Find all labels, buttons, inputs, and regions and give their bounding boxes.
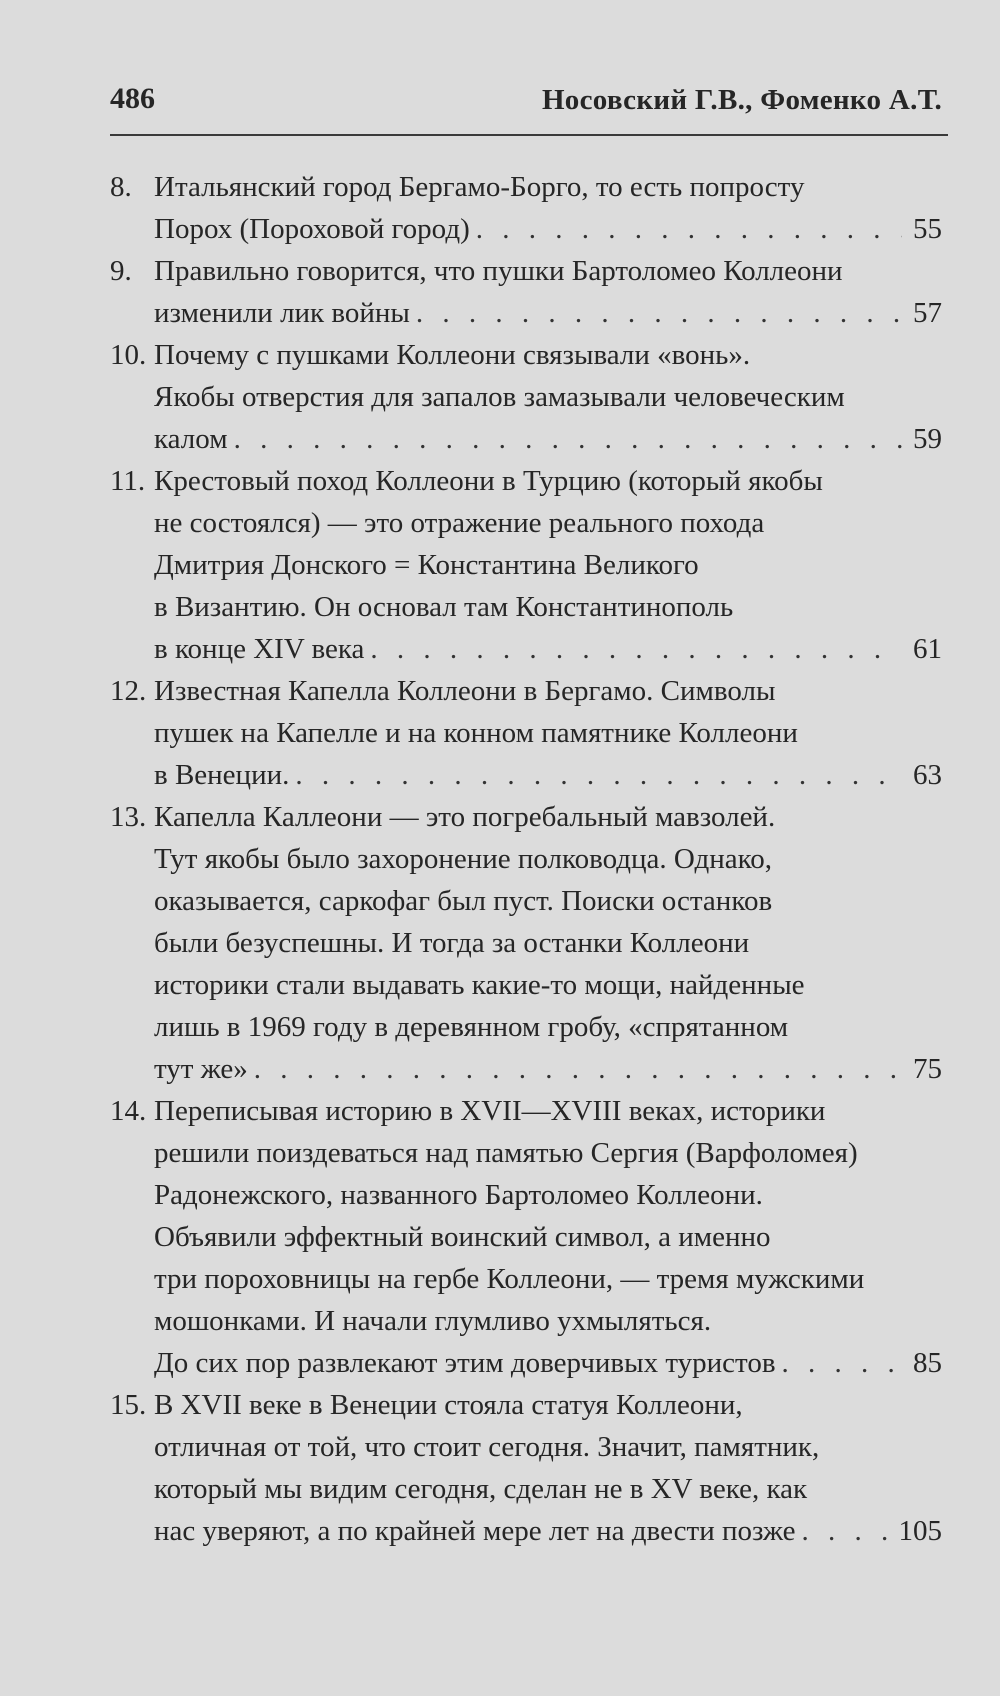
toc-entry-number: 10. [110, 339, 147, 371]
toc-entry [110, 670, 942, 796]
toc-entry-last-line [154, 208, 942, 250]
toc-entry-line: Якобы отверстия для запалов замазывали человеческим [154, 381, 845, 413]
toc-entry-line: в конце XIV века [154, 633, 365, 665]
toc-entry-line: Объявили эффектный воинский символ, а именно [154, 1221, 771, 1253]
toc-entry-line: До сих пор развлекают этим доверчивых туристов [154, 1347, 776, 1379]
toc-entry-line: лишь в 1969 году в деревянном гробу, «спрятанном [154, 1011, 789, 1043]
toc-entry [110, 796, 942, 1090]
toc-entry-line: нас уверяют, а по крайней мере лет на двести позже [154, 1515, 796, 1547]
toc-entry-page: 55 [913, 213, 942, 245]
toc-entry-page: 105 [898, 1515, 942, 1547]
dot-leader [254, 1048, 902, 1090]
toc-entry-line: не состоялся) — это отражение реального похода [154, 507, 765, 539]
running-header [110, 72, 948, 136]
toc-entry-number: 11. [110, 465, 146, 497]
toc-entry-line: оказывается, саркофаг был пуст. Поиски останков [154, 885, 773, 917]
toc-entry-line: Порох (Пороховой город) [154, 213, 470, 245]
toc-entry-page: 63 [913, 759, 942, 791]
toc-entry-line: который мы видим сегодня, сделан не в XV веке, как [154, 1473, 808, 1505]
toc-entry-line: в Венеции. [154, 759, 290, 791]
dot-leader [416, 292, 902, 334]
toc-entry-line: Крестовый поход Коллеони в Турцию (который якобы [154, 465, 823, 497]
table-of-contents [110, 166, 942, 1552]
toc-entry-line: Радонежского, названного Бартоломео Коллеони. [154, 1179, 763, 1211]
toc-entry [110, 334, 942, 460]
toc-entry-line: в Византию. Он основал там Константинополь [154, 591, 734, 623]
toc-entry-line: три пороховницы на гербе Коллеони, — тремя мужскими [154, 1263, 865, 1295]
dot-leader [234, 418, 902, 460]
toc-entry-page: 85 [913, 1347, 942, 1379]
toc-entry-line: Итальянский город Бергамо-Борго, то есть попросту [154, 171, 805, 203]
toc-entry-line: Известная Капелла Коллеони в Бергамо. Символы [154, 675, 776, 707]
toc-entry-line: Правильно говорится, что пушки Бартоломео Коллеони [154, 255, 843, 287]
toc-entry-line: калом [154, 423, 228, 455]
toc-entry-line: Почему с пушками Коллеони связывали «вонь». [154, 339, 751, 371]
page-number: 486 [110, 82, 155, 115]
dot-leader [370, 628, 902, 670]
toc-entry-line: Капелла Каллеони — это погребальный мавзолей. [154, 801, 776, 833]
toc-entry-line: Дмитрия Донского = Константина Великого [154, 549, 699, 581]
toc-entry-line: отличная от той, что стоит сегодня. Значит, памятник, [154, 1431, 820, 1463]
toc-entry-line: В XVII веке в Венеции стояла статуя Коллеони, [154, 1389, 743, 1421]
toc-entry-line: историки стали выдавать какие-то мощи, найденные [154, 969, 805, 1001]
toc-entry-line: тут же» [154, 1053, 248, 1085]
running-head-authors: Носовский Г.В., Фоменко А.Т. [541, 84, 942, 116]
toc-entry-number: 12. [110, 675, 147, 707]
toc-entry-last-line [154, 418, 942, 460]
toc-entry-page: 57 [913, 297, 942, 329]
toc-entry [110, 250, 942, 334]
toc-entry-page: 59 [913, 423, 942, 455]
toc-entry-line: решили поиздеваться над памятью Сергия (Варфоломея) [154, 1137, 858, 1169]
toc-entry-line: пушек на Капелле и на конном памятнике Коллеони [154, 717, 798, 749]
toc-entry-last-line [154, 1342, 942, 1384]
toc-entry [110, 166, 942, 250]
toc-entry-number: 14. [110, 1095, 147, 1127]
toc-entry-number: 15. [110, 1389, 147, 1421]
toc-entry [110, 460, 942, 670]
dot-leader [295, 754, 902, 796]
dot-leader [782, 1342, 902, 1384]
dot-leader [801, 1510, 892, 1552]
toc-entry-last-line [154, 1048, 942, 1090]
toc-entry-line: Переписывая историю в XVII—XVIII веках, историки [154, 1095, 826, 1127]
toc-entry-number: 13. [110, 801, 147, 833]
toc-entry [110, 1384, 942, 1552]
toc-entry-number: 9. [110, 255, 132, 287]
dot-leader [476, 208, 902, 250]
toc-entry [110, 1090, 942, 1384]
toc-entry-line: Тут якобы было захоронение полководца. Однако, [154, 843, 772, 875]
toc-entry-last-line [154, 292, 942, 334]
toc-entry-line: были безуспешны. И тогда за останки Коллеони [154, 927, 750, 959]
toc-entry-line: изменили лик войны [154, 297, 410, 329]
toc-entry-line: мошонками. И начали глумливо ухмыляться. [154, 1305, 712, 1337]
toc-entry-last-line [154, 754, 942, 796]
toc-entry-number: 8. [110, 171, 132, 203]
toc-entry-last-line [154, 628, 942, 670]
toc-entry-last-line [154, 1510, 942, 1552]
toc-entry-page: 75 [913, 1053, 942, 1085]
toc-entry-page: 61 [913, 633, 942, 665]
